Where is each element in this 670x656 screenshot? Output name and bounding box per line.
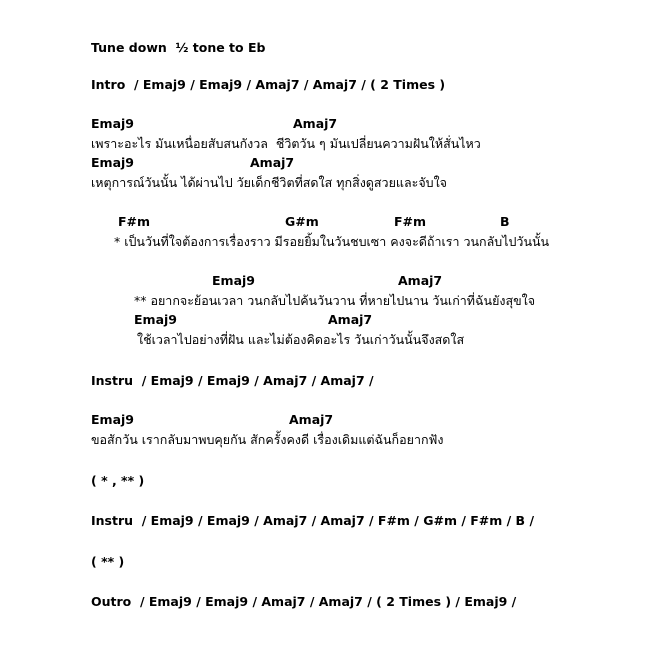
chord: F#m (118, 214, 151, 229)
chord: Emaj9 (134, 312, 177, 327)
tuning-note: Tune down ½ tone to Eb (91, 40, 266, 55)
chord: F#m (394, 214, 427, 229)
chord: Emaj9 (91, 116, 134, 131)
repeat-marker: ( * , ** ) (91, 473, 145, 488)
lyric-line: ใช้เวลาไปอย่างที่ฝัน และไม่ต้องคิดอะไร วันเก่าวันนั้นจึงสดใส (137, 332, 465, 347)
intro-line: Intro / Emaj9 / Emaj9 / Amaj7 / Amaj7 / ( 2 Times ) (91, 77, 446, 92)
chord: Emaj9 (91, 412, 134, 427)
chord: G#m (285, 214, 319, 229)
lyric-line: ** อยากจะย้อนเวลา วนกลับไปค้นวันวาน ที่หายไปนาน วันเก่าที่ฉันยังสุขใจ (134, 293, 536, 308)
chord: Amaj7 (328, 312, 373, 327)
lyric-line: ขอสักวัน เรากลับมาพบคุยกัน สักครั้งคงดี เรื่องเดิมแต่ฉันก็อยากฟัง (91, 432, 444, 447)
lyric-line: เพราะอะไร มันเหนื่อยสับสนกังวล ชีวิตวัน ๆ มันเปลี่ยนความฝันให้สั่นไหว (91, 136, 481, 151)
instru-line: Instru / Emaj9 / Emaj9 / Amaj7 / Amaj7 / F#m / G#m / F#m / B / (91, 513, 535, 528)
chord: Amaj7 (293, 116, 338, 131)
chord: Amaj7 (250, 155, 295, 170)
chord: Emaj9 (91, 155, 134, 170)
lyric-line: เหตุการณ์วันนั้น ได้ผ่านไป วัยเด็กชีวิตที่สดใส ทุกสิ่งดูสวยและจับใจ (91, 175, 448, 190)
repeat-marker: ( ** ) (91, 554, 125, 569)
chord: Emaj9 (212, 273, 255, 288)
instru-line: Instru / Emaj9 / Emaj9 / Amaj7 / Amaj7 / (91, 373, 374, 388)
chord: Amaj7 (398, 273, 443, 288)
outro-line: Outro / Emaj9 / Emaj9 / Amaj7 / Amaj7 / ( 2 Times ) / Emaj9 / (91, 594, 517, 609)
lyric-line: * เป็นวันที่ใจต้องการเรื่องราว มีรอยยิ้มในวันชบเซา คงจะดีถ้าเรา วนกลับไปวันนั้น (114, 234, 550, 249)
chord: Amaj7 (289, 412, 334, 427)
chord: B (500, 214, 510, 229)
